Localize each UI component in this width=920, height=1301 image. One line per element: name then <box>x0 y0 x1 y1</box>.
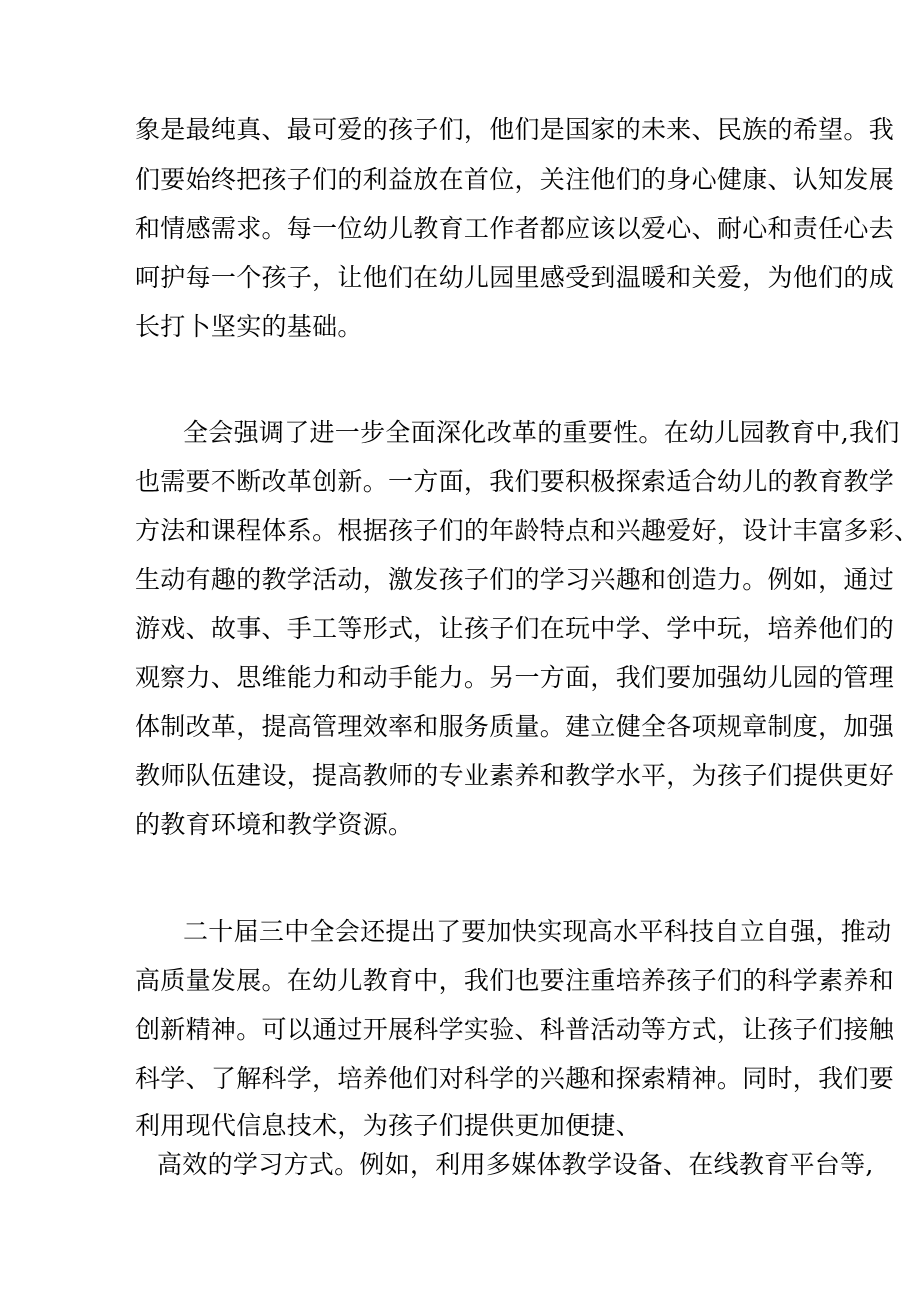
paragraph-line: 游戏、故事、手工等形式，让孩子们在玩中学、学中玩，培养他们的 <box>135 614 895 643</box>
paragraph-line: 创新精神。可以通过开展科学实验、科普活动等方式，让孩子们接触 <box>135 1015 895 1044</box>
paragraph-line: 生动有趣的教学活动，激发孩子们的学习兴趣和创造力。例如，通过 <box>135 565 895 594</box>
paragraph-line: 体制改革，提高管理效率和服务质量。建立健全各项规章制度，加强 <box>135 712 895 741</box>
paragraph-line: 全会强调了进一步全面深化改革的重要性。在幼儿园教育中,我们 <box>183 418 900 447</box>
paragraph-line: 科学、了解科学，培养他们对科学的兴趣和探索精神。同时，我们要 <box>135 1064 895 1093</box>
paragraph-line: 呵护每一个孩子，让他们在幼儿园里感受到温暖和关爱，为他们的成 <box>135 263 895 292</box>
paragraph-line: 教师队伍建设，提高教师的专业素养和教学水平，为孩子们提供更好 <box>135 761 895 790</box>
paragraph-line: 观察力、思维能力和动手能力。另一方面，我们要加强幼儿园的管理 <box>135 663 895 692</box>
paragraph-line: 们要始终把孩子们的利益放在首位，关注他们的身心健康、认知发展 <box>135 165 895 194</box>
paragraph-line: 的教育环境和教学资源。 <box>135 810 414 839</box>
paragraph-line: 高效的学习方式。例如，利用多媒体教学设备、在线教育平台等, <box>157 1150 874 1179</box>
paragraph-line: 和情感需求。每一位幼儿教育工作者都应该以爱心、耐心和责任心去 <box>135 214 895 243</box>
paragraph-line: 方法和课程体系。根据孩子们的年龄特点和兴趣爱好，设计丰富多彩、 <box>135 516 920 545</box>
paragraph-line: 也需要不断改革创新。一方面，我们要积极探索适合幼儿的教育教学 <box>135 467 895 496</box>
paragraph-line: 象是最纯真、最可爱的孩子们，他们是国家的未来、民族的希望。我 <box>135 115 895 144</box>
paragraph-line: 高质量发展。在幼儿教育中，我们也要注重培养孩子们的科学素养和 <box>135 966 895 995</box>
paragraph-line: 长打卜坚实的基础。 <box>135 312 363 341</box>
paragraph-line: 二十届三中全会还提出了要加快实现高水平科技自立自强，推动 <box>183 917 892 946</box>
paragraph-line: 利用现代信息技术，为孩子们提供更加便捷、 <box>135 1111 642 1140</box>
